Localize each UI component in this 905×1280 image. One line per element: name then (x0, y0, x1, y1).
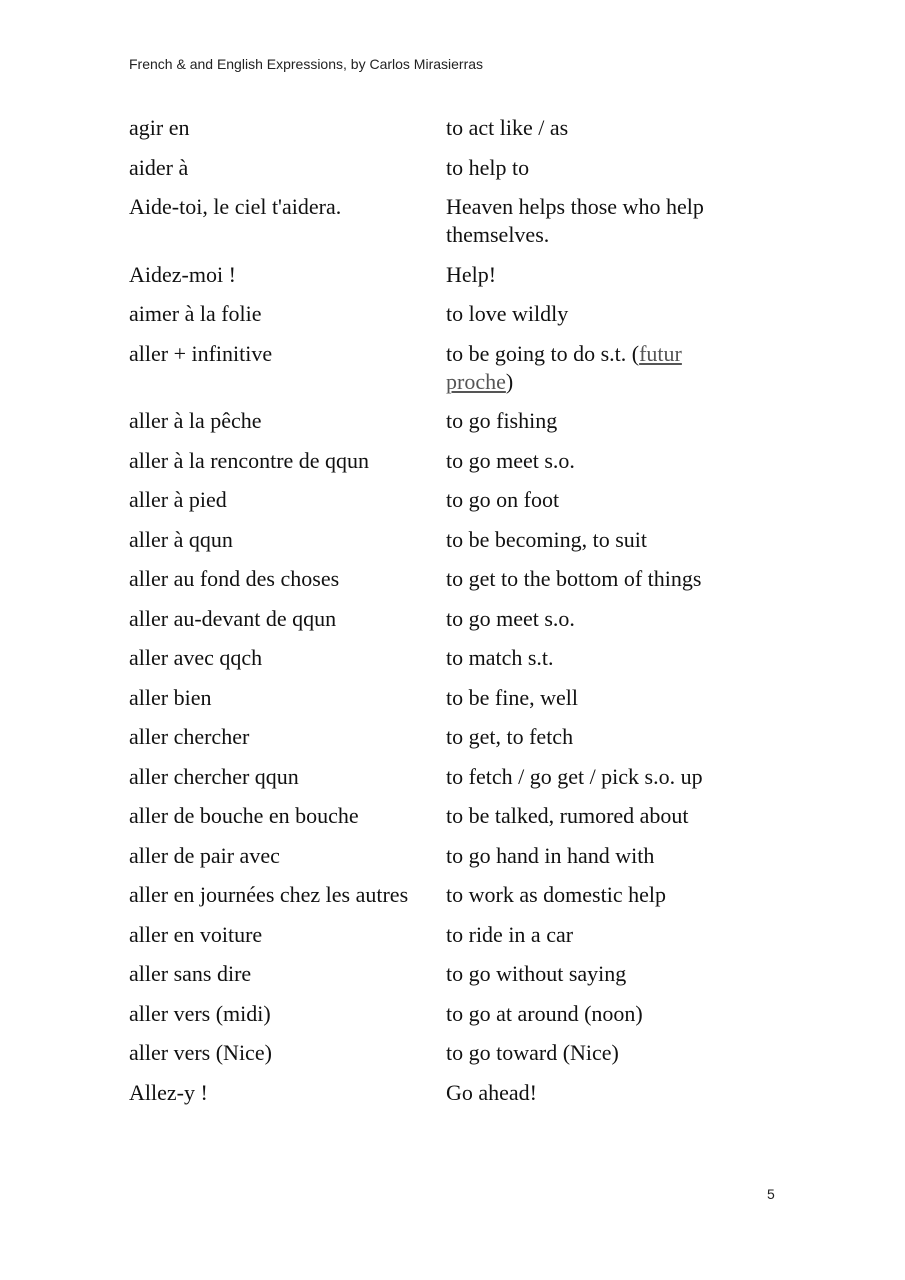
table-row (129, 644, 749, 672)
french-expression: aimer à la folie (129, 301, 262, 326)
expressions-table (129, 114, 749, 1118)
english-translation: to get, to fetch (446, 724, 574, 749)
table-row (129, 960, 749, 988)
table-row (129, 881, 749, 909)
table-row (129, 842, 749, 870)
english-translation: to act like / as (446, 115, 569, 140)
english-translation: Heaven helps those who help themselves. (446, 194, 704, 247)
english-translation (446, 340, 746, 396)
translation-text-end: ) (505, 368, 514, 394)
table-row (129, 526, 749, 554)
french-expression: aller à qqun (129, 526, 233, 552)
french-expression: aller à pied (129, 487, 227, 512)
english-translation: to go without saying (446, 961, 627, 986)
table-row (129, 486, 749, 514)
french-expression: aller + infinitive (129, 340, 273, 366)
french-expression: aller sans dire (129, 961, 252, 986)
english-translation: to be talked, rumored about (446, 803, 689, 828)
french-expression: Aide-toi, le ciel t'aidera. (129, 194, 342, 219)
french-expression: aller à la pêche (129, 408, 262, 433)
french-expression: aller au fond des choses (129, 566, 340, 591)
table-row (129, 605, 749, 633)
french-expression: Allez-y ! (129, 1079, 208, 1105)
french-expression: aller à la rencontre de qqun (129, 447, 370, 473)
french-expression: agir en (129, 115, 190, 140)
table-row (129, 802, 749, 830)
english-translation: to fetch / go get / pick s.o. up (446, 763, 703, 789)
table-row (129, 684, 749, 712)
french-expression: aller en voiture (129, 921, 263, 947)
table-row (129, 447, 749, 475)
table-row (129, 723, 749, 751)
table-row (129, 1039, 749, 1067)
table-row (129, 340, 749, 396)
english-translation: to go meet s.o. (446, 447, 575, 473)
english-translation: to work as domestic help (446, 882, 666, 907)
futur-proche-link[interactable]: futur proche (446, 340, 682, 394)
english-translation: to be fine, well (446, 684, 578, 710)
table-row (129, 1079, 749, 1107)
english-translation: Go ahead! (446, 1079, 538, 1105)
french-expression: aller chercher (129, 724, 250, 749)
french-expression: Aidez-moi ! (129, 261, 236, 287)
english-translation: to match s.t. (446, 645, 554, 670)
english-translation: to get to the bottom of things (446, 566, 702, 591)
english-translation: to go fishing (446, 408, 558, 433)
french-expression: aller de bouche en bouche (129, 803, 359, 828)
english-translation: to go at around (noon) (446, 1000, 643, 1026)
table-row (129, 261, 749, 289)
table-row (129, 300, 749, 328)
english-translation: Help! (446, 261, 497, 287)
table-row (129, 193, 749, 249)
page-number: 5 (767, 1186, 775, 1202)
english-translation: to go meet s.o. (446, 605, 575, 631)
french-expression: aller au-devant de qqun (129, 605, 337, 631)
french-expression: aider à (129, 154, 189, 180)
english-translation: to go toward (Nice) (446, 1040, 619, 1065)
french-expression: aller chercher qqun (129, 763, 299, 789)
english-translation: to ride in a car (446, 921, 574, 947)
english-translation: to be becoming, to suit (446, 526, 648, 552)
table-row (129, 1000, 749, 1028)
table-row (129, 565, 749, 593)
english-translation: to go hand in hand with (446, 842, 655, 868)
table-row (129, 921, 749, 949)
page-header: French & and English Expressions, by Carlos Mirasierras (129, 56, 484, 72)
french-expression: aller en journées chez les autres (129, 882, 409, 907)
table-row (129, 763, 749, 791)
english-translation: to go on foot (446, 487, 560, 512)
table-row (129, 114, 749, 142)
table-row (129, 154, 749, 182)
french-expression: aller de pair avec (129, 842, 280, 868)
english-translation: to help to (446, 154, 530, 180)
french-expression: aller vers (Nice) (129, 1040, 272, 1065)
french-expression: aller vers (midi) (129, 1000, 271, 1026)
french-expression: aller bien (129, 684, 212, 710)
table-row (129, 407, 749, 435)
english-translation: to love wildly (446, 301, 569, 326)
french-expression: aller avec qqch (129, 645, 263, 670)
translation-text: to be going to do s.t. ( (446, 340, 640, 366)
